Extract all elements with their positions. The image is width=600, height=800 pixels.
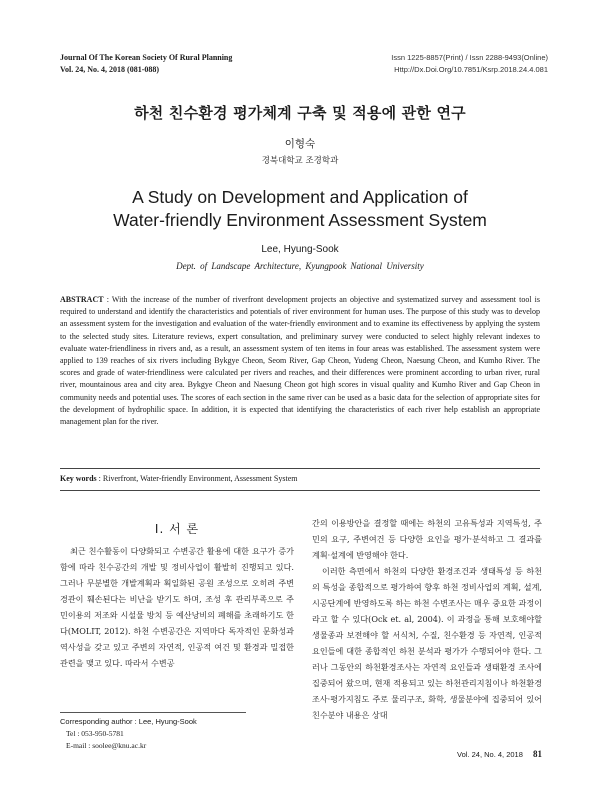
corresponding-author: Corresponding author : Lee, Hyung-Sook [60,717,197,726]
body-paragraph: 간의 이용방안을 결정할 때에는 하천의 고유특성과 지역특성, 주민의 요구, 주변여건 등 다양한 요인을 평가·분석하고 그 결과를 계획·설계에 반영해야 한다. [312,518,542,560]
author-korean: 이형숙 [284,138,316,150]
keywords-text: : Riverfront, Water-friendly Environment, Assessment System [98,474,298,483]
page-footer [457,749,542,759]
author-english: Lee, Hyung-Sook [261,244,339,255]
keywords [60,474,540,483]
journal-name: Journal Of The Korean Society Of Rural Planning [60,53,233,62]
page-number: 81 [533,749,542,759]
affiliation-korean: 경북대학교 조경학과 [261,156,339,166]
section-heading-introduction: Ⅰ. 서 론 [154,522,200,536]
doi-link[interactable]: Http://Dx.Doi.Org/10.7851/Ksrp.2018.24.4.081 [394,65,548,74]
abstract [60,294,540,428]
body-paragraph: 이러한 측면에서 하천의 다양한 환경조건과 생태특성 등 하천의 특성을 종합적으로 평가하여 향후 하천 정비사업의 계획, 설계, 시공단계에 반영하도록 하는 하천 수변조사는 매우 중요한 과정이라고 할 수 있다(Ock et. al, 2004). 이 과정을 통해 보호해야할 생물종과 보전해야 할 서식처, 수질, 친수환경 등 자연적, 인공적 요인들에 대한 종합적인 하천 분석과 평가가 수행되어야 한다. 그러나 그동안의 하천환경조사는 자연적 요인들과 생태환경 조사에 집중되어 왔으며, 현재 적용되고 있는 하천관리지침이나 하천환경 조사·평가지침도 주로 물리구조, 화학, 생물분야에 집중되어 있어 친수분야 내용은 상대 [312,566,542,720]
body-paragraph: 최근 친수활동이 다양화되고 수변공간 활용에 대한 요구가 증가함에 따라 친수공간의 개발 및 정비사업이 활발히 진행되고 있다. 그러나 무분별한 개발계획과 획일화된 공원 조성으로 오히려 주변경관이 훼손된다는 비난을 받기도 하며, 조성 후 관리부족으로 주민이용의 저조와 시설물 방치 등 예산낭비의 폐해를 초래하기도 한다(MOLIT, 2012). 하천 수변공간은 지역마다 독자적인 문화성과 역사성을 갖고 있고 주변의 자연적, 인공적 여건 및 환경과 밀접한 관련을 맺고 있다. 따라서 수변공 [60,546,294,668]
affiliation-english: Dept. of Landscape Architecture, Kyungpook National University [176,261,424,271]
title-korean: 하천 친수환경 평가체계 구축 및 적용에 관한 연구 [134,104,466,122]
body-right-column [312,515,542,723]
footer-issue: Vol. 24, No. 4, 2018 [457,750,523,759]
issn: Issn 1225-8857(Print) / Issn 2288-9493(Online) [391,53,548,62]
title-english-line2: Water-friendly Environment Assessment System [113,210,487,230]
journal-header [60,52,232,76]
abstract-label: ABSTRACT [60,295,104,304]
footnote-rule [60,712,246,713]
abstract-text: : With the increase of the number of riverfront development projects an objective and systematized survey and assessment tool is required to understand and identify the characteristics and potentials of river environment for human uses. The purpose of this study was to develop an assessment system for the investigation and evaluation of the water-friendly environment and to examine its effectiveness by applying the system to the selected study sites. Literature reviews, expert consultation, and preliminary survey were conducted to select highly relevant indexes to evaluate water-friendliness in rivers and, as a result, an assessment system of ten items in four areas was established. The assessment system were applied to 139 reaches of six rivers including Bykgye Cheon, Seom River, Gap Cheon, Yudeng Cheon, Naesung Cheon, and Kumho River. The scores and grade of water-friendliness were calculated per rivers and reaches, and their differences were prominent according to urban river, rural river, mountainous area and city area. Bykgye Cheon and Naesung Cheon got high scores in visual quality and Kumho River and Gap Cheon in community needs and potential uses. The scores of each section in the same river can be used as a basic data for the selection of appropriate sites for the development of hydrophilic space. In addition, it is expected that identifying the characteristics of each river help establish an appropriate management plan for the river. [60,295,541,427]
author-email[interactable]: E-mail : soolee@knu.ac.kr [66,741,147,750]
volume-info: Vol. 24, No. 4, 2018 (081-088) [60,65,160,74]
issn-doi-header [391,52,548,76]
footnote [60,716,197,752]
author-tel: Tel : 053-950-5781 [66,729,124,738]
keywords-label: Key words [60,474,97,483]
keywords-bottom-rule [60,490,540,491]
title-english [60,186,540,232]
body-left-column [60,543,294,671]
title-english-line1: A Study on Development and Application of [132,187,468,207]
keywords-top-rule [60,468,540,469]
